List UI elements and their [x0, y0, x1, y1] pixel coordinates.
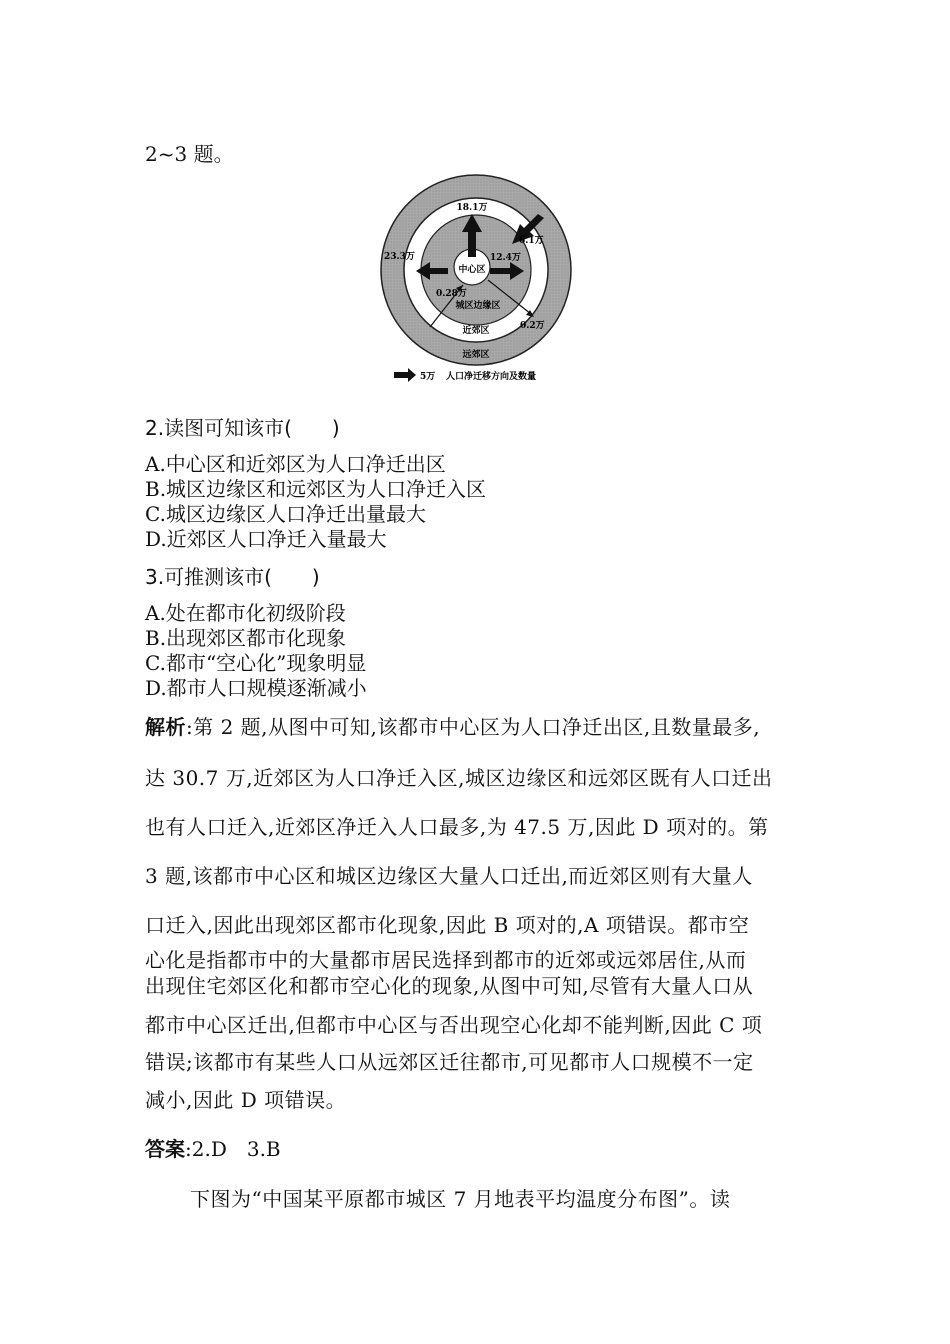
legend-arrow	[394, 368, 416, 382]
analysis-line-1: 解析:第 2 题,从图中可知,该都市中心区为人口净迁出区,且数量最多,	[145, 715, 761, 739]
zone-edge-label: 城区边缘区	[455, 301, 501, 311]
header-fragment: 2~3 题。	[145, 142, 234, 166]
next-question-intro: 下图为“中国某平原都市城区 7 月地表平均温度分布图”。读	[190, 1187, 731, 1211]
q2-option-a: A.中心区和近郊区为人口净迁出区	[145, 452, 446, 476]
analysis-line-3: 也有人口迁入,近郊区净迁入人口最多,为 47.5 万,因此 D 项对的。第	[145, 815, 769, 839]
zone-far-label: 远郊区	[462, 350, 490, 360]
label-18-1: 18.1万	[456, 203, 488, 213]
label-0-28: 0.28万	[436, 289, 467, 299]
analysis-label: 解析	[145, 715, 186, 739]
label-23-3: 23.3万	[384, 252, 415, 262]
q2-stem: 2.读图可知该市( )	[145, 416, 340, 440]
migration-figure	[378, 172, 578, 384]
zone-near-label: 近郊区	[462, 326, 490, 336]
legend-value: 5万	[420, 372, 436, 382]
label-12-4: 12.4万	[490, 253, 521, 263]
answer-text: :2.D 3.B	[185, 1137, 281, 1161]
q3-option-d: D.都市人口规模逐渐减小	[145, 676, 367, 700]
label-6-1: 6.1万	[519, 236, 544, 246]
q2-option-d: D.近郊区人口净迁入量最大	[145, 527, 387, 551]
analysis-line-8: 都市中心区迁出,但都市中心区与否出现空心化却不能判断,因此 C 项	[145, 1013, 763, 1037]
q3-stem: 3.可推测该市( )	[145, 565, 320, 589]
q3-option-c: C.都市“空心化”现象明显	[145, 651, 367, 675]
analysis-line-7: 出现住宅郊区化和都市空心化的现象,从图中可知,尽管有大量人口从	[145, 974, 754, 998]
q3-option-b: B.出现郊区都市化现象	[145, 626, 347, 650]
analysis-line-4: 3 题,该都市中心区和城区边缘区大量人口迁出,而近郊区则有大量人	[145, 864, 753, 888]
q2-option-b: B.城区边缘区和远郊区为人口净迁入区	[145, 477, 487, 501]
analysis-line-9: 错误;该都市有某些人口从远郊区迁往都市,可见都市人口规模不一定	[145, 1050, 754, 1074]
analysis-line-6: 心化是指都市中的大量都市居民选择到都市的近郊或远郊居住,从而	[145, 948, 747, 972]
analysis-line-2: 达 30.7 万,近郊区为人口净迁入区,城区边缘区和远郊区既有人口迁出	[145, 766, 773, 790]
answer-label: 答案	[145, 1137, 185, 1161]
zone-center-label: 中心区	[458, 265, 486, 275]
analysis-line-5: 口迁入,因此出现郊区都市化现象,因此 B 项对的,A 项错误。都市空	[145, 913, 750, 937]
legend-text: 人口净迁移方向及数量	[446, 372, 537, 382]
label-0-2: 0.2万	[520, 321, 545, 331]
analysis-line-10: 减小,因此 D 项错误。	[145, 1088, 347, 1112]
q3-option-a: A.处在都市化初级阶段	[145, 601, 346, 625]
q2-option-c: C.城区边缘区人口净迁出量最大	[145, 502, 426, 526]
answer-line	[145, 1133, 281, 1162]
